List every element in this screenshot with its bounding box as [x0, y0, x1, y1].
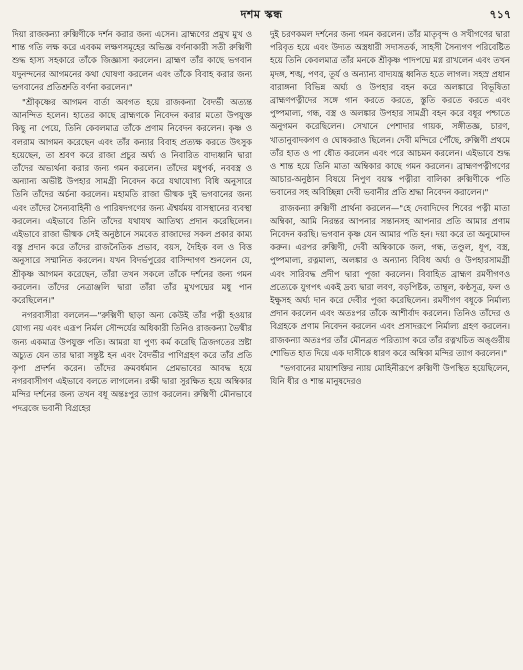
page-header	[0, 4, 523, 24]
paragraph: নগরবাসীরা বললেন—"রুক্মিণী ছাড়া অন্য কেউই তাঁর পত্নী হওয়ার যোগ্য নয় এবং এরূপ নির্মল সৌন্দর্যের অধিকারী তিনিও রাজকন্যা ভৈষ্মীর জন্য একমাত্র উপযুক্ত পতি। আমরা যা পুণ্য কর্ম করেছি ত্রিজগতের স্রষ্টা অচ্যুত যেন তার দ্বারা সন্তুষ্ট হন এবং বৈদর্ভীর পাণিগ্রহণ করে তাঁর প্রতি কৃপা প্রদর্শন করেন। তাঁদের ক্রমবর্ধমান প্রেমভাবের আবদ্ধ হয়ে নগরবাসীগণ এইভাবে বলতে লাগলেন। রক্ষী দ্বারা সুরক্ষিত হয়ে অম্বিকার মন্দির দর্শনের জন্য তখন বধূ অন্তঃপুর ত্যাগ করলেন। রুক্মিণী মৌনভাবে পদব্রজে ভবানী বিগ্রহের	[12, 310, 252, 413]
paragraph: রাজকন্যা রুক্মিণী প্রার্থনা করলেন—"হে দেবাদিদেব শিবের পত্নী মাতা অম্বিকা, আমি নিরন্তর আপনার সন্তানসহ আপনার প্রতি আমার প্রণাম নিবেদন করছি। ভগবান কৃষ্ণ যেন আমার পতি হন। দয়া করে তা অনুমোদন করুন। এরপর রুক্মিণী, দেবী অম্বিকাকে জল, গন্ধ, তণ্ডুল, ধূপ, বস্ত্র, পুষ্পমাল্য, রত্নমাল্য, অলঙ্কার ও অন্যান্য বিবিধ অর্ঘ্য ও উপহারসামগ্রী এবং সারিবদ্ধ প্রদীপ দ্বারা পূজা করলেন। বিবাহিত ব্রাহ্মণ রমণীগণও প্রত্যেকে যুগপৎ একই দ্রব্য দ্বারা লবণ, বড়পিষ্টক, তাম্বূল, কণ্ঠসূত্র, ফল ও ইক্ষুসহ অর্ঘ্য দান করে দেবীর পূজা করেছিলেন। রমণীগণ বধূকে নির্মাল্য প্রদান করলেন এবং অতঃপর তাঁকে আশীর্বাদ করলেন। তিনিও তাঁদের ও বিগ্রহকে প্রণাম নিবেদন করলেন এবং প্রসাদরূপে নির্মাল্য গ্রহণ করলেন। রাজকন্যা অতঃপর তাঁর মৌনব্রত পরিত্যাগ করে তাঁর রত্নখচিত অঙ্গুরীয় শোভিত হাত দিয়ে এক দাসীকে ধারণ করে অম্বিকা মন্দির ত্যাগ করলেন।"	[270, 202, 510, 358]
right-column	[270, 28, 510, 664]
paragraph: দুই চরণকমল দর্শনের জন্য গমন করলেন। তাঁর মাতৃবৃন্দ ও সখীগণের দ্বারা পরিবৃত হয়ে এবং উদ্যত অস্ত্রধারী সদাসতর্ক, সাহসী সৈন্যগণ পরিবেষ্টিত হয়ে তিনি কেবলমাত্র তাঁর মনকে শ্রীকৃষ্ণ পাদপদ্মে মগ্ন রাখলেন এবং তখন মৃদঙ্গ, শঙ্খ, পণব, তূর্য ও অন্যান্য বাদ্যযন্ত্র ধ্বনিত হতে লাগল। সহস্র প্রধান বারাঙ্গনা বিভিন্ন অর্ঘ্য ও উপহার বহন করে অলঙ্কারে বিভূষিতা ব্রাহ্মণপত্নীদের সঙ্গে গান করতে করতে, স্তুতি করতে করতে এবং পুষ্পমাল্য, গন্ধ, বস্ত্র ও অলঙ্কার উপহার সামগ্রী বহন করে বধূর পশ্চাতে অনুগমন করেছিলেন। সেখানে পেশাদার গায়ক, সঙ্গীতজ্ঞ, চারণ, খাতানুবাদকগণ ও ঘোষকরাও ছিলেন। দেবী মন্দিরে পৌঁছে, রুক্মিণী প্রথমে তাঁর হাত ও পা ধৌত করলেন এবং পরে আচমন করলেন। এইভাবে শুদ্ধ ও শান্ত হয়ে তিনি মাতা অম্বিকার কাছে গমন করলেন। ব্রাহ্মণপত্নীগণের আচার-অনুষ্ঠান বিষয়ে নিপুণ বয়স্ক পত্নীরা বালিকা রুক্মিণীকে পতি ভবানের সহ অবিচ্ছিন্না দেবী ভবানীর প্রতি শ্রদ্ধা নিবেদন করালেন।"	[270, 29, 510, 198]
paragraph: "শ্রীকৃষ্ণের আগমন বার্তা অবগত হয়ে রাজকন্যা বৈদর্ভী অত্যন্ত আনন্দিত হলেন। হাতের কাছে ব্রাহ্মণকে নিবেদন করার মতো উপযুক্ত কিছু না পেয়ে, তিনি কেবলমাত্র তাঁকে প্রণাম নিবেদন করলেন। কৃষ্ণ ও বলরাম আগমন করেছেন এবং তাঁর কন্যার বিবাহ প্রত্যক্ষ করতে উৎসুক হয়েছেন, তা শ্রবণ করে রাজা প্রচুর অর্ঘ্য ও নিবারিত বাদ্যধ্বনি দ্বারা তাঁদের অভ্যর্থনা করার জন্য গমন করলেন। তাঁদের মধুপর্ক, নববস্ত্র ও অন্যান্য অভীষ্ট উপহার সামগ্রী নিবেদন করে যথাযোগ্য বিধি অনুসারে তিনি তাঁদের অর্চনা করলেন। মহামতি রাজা ভীষ্মক দুই ভগবানের জন্য এবং তাঁদের সৈন্যবাহিনী ও পারিষদগণের জন্য ঐশ্বর্যময় বাসস্থানের ব্যবস্থা করলেন। এইভাবে তিনি তাঁদের যথাযথ আতিথ্য প্রদান করেছিলেন। এইভাবে রাজা ভীষ্মক সেই অনুষ্ঠানে সমবেত রাজাদের সকল প্রকার কাম্য বস্তু প্রদান করে তাঁদের রাজনৈতিক প্রভাব, বয়স, দৈহিক বল ও বিত্ত অনুসারে সম্মানিত করলেন। যখন বিদর্ভপুরের বাসিন্দাগণ শুনলেন যে, শ্রীকৃষ্ণ আগমন করেছেন, তাঁরা তখন সকলে তাঁকে দর্শনের জন্য গমন করলেন। তাঁদের নেত্রাঞ্জলি দ্বারা তাঁরা তাঁর মুখপদ্মের মধু পান করেছিলেন।"	[12, 97, 252, 306]
page-number: ৭১৭	[489, 8, 511, 21]
paragraph: "ভগবানের মায়াশক্তির ন্যায় মোহিনীরূপে রুক্মিণী উপস্থিত হয়েছিলেন, যিনি ধীর ও শান্ত মানুষদেরও	[270, 363, 510, 387]
left-column	[12, 28, 252, 664]
running-title: দশম স্কন্ধ	[240, 8, 283, 21]
paragraph: দিয়া রাজকন্যা রুক্মিণীকে দর্শন করার জন্য এসেন। ব্রাহ্মণের প্রমুখ মুখ ও শান্ত গতি লক্ষ করে এবকম লক্ষণসমূহের অভিজ্ঞ বর্ণনাকারী সতী রুক্মিণী শুদ্ধ হাস্য সহকারে তাঁকে জিজ্ঞাসা করলেন। ব্রাহ্মণ তাঁর কাছে ভগবান যদুনন্দনের আগমনের কথা ঘোষণা করলেন এবং তাঁকে বিবাহ করার জন্য ভগবানের প্রতিশ্রুতি বর্ণনা করলেন।"	[12, 29, 252, 92]
